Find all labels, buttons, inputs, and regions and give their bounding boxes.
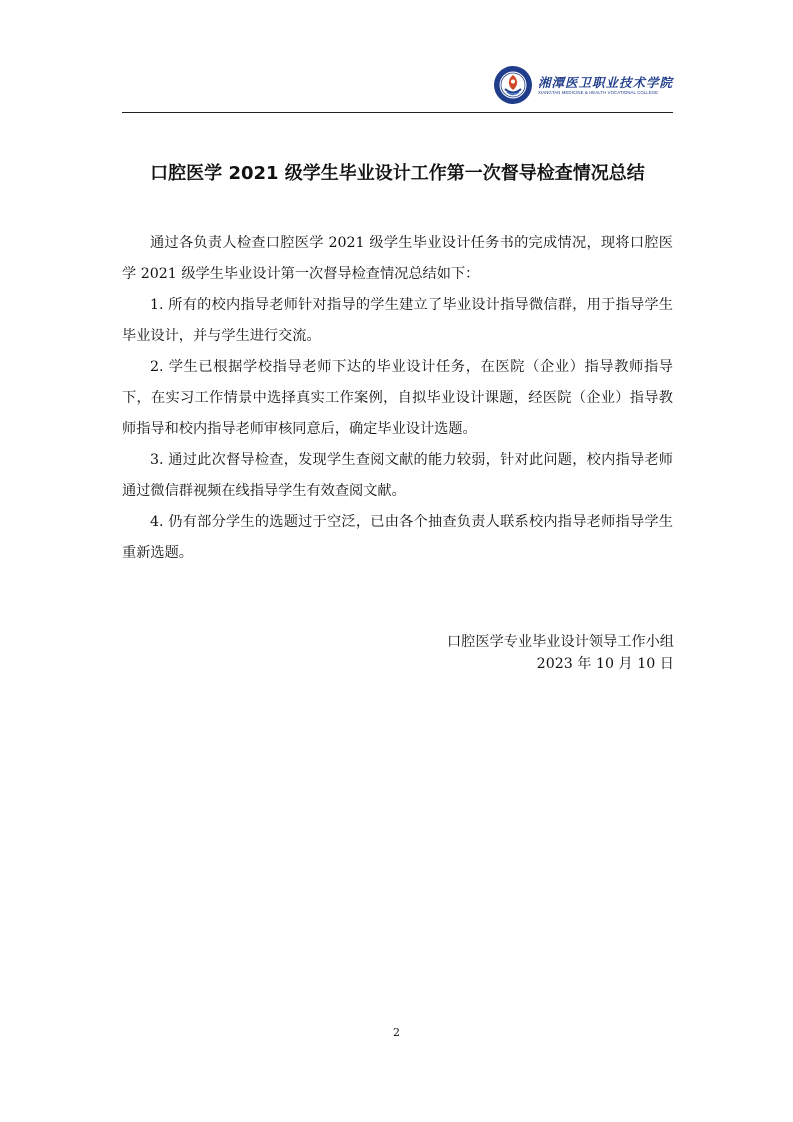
list-item-1: 1. 所有的校内指导老师针对指导的学生建立了毕业设计指导微信群，用于指导学生毕业设计，并与学生进行交流。 <box>122 297 673 344</box>
college-name-en: XIANGTAN MEDICINE & HEALTH VOCATIONAL COLLEGE <box>537 89 659 95</box>
list-item-2: 2. 学生已根据学校指导老师下达的毕业设计任务，在医院（企业）指导教师指导下，在实习工作情景中选择真实工作案例，自拟毕业设计课题，经医院（企业）指导教师指导和校内指导老师审核同意后，确定毕业设计选题。 <box>122 359 673 437</box>
list-item-3: 3. 通过此次督导检查，发现学生查阅文献的能力较弱，针对此问题，校内指导老师通过微信群视频在线指导学生有效查阅文献。 <box>122 452 673 499</box>
header-divider <box>122 112 673 113</box>
document-title: 口腔医学 2021 级学生毕业设计工作第一次督导检查情况总结 <box>150 163 645 184</box>
college-name-cn: 湘潭医卫职业技术学院 <box>537 74 673 90</box>
signature-date: 2023 年 10 月 10 日 <box>536 656 674 672</box>
college-emblem-icon <box>493 65 533 105</box>
college-logo <box>493 64 673 106</box>
signature-organization: 口腔医学专业毕业设计领导工作小组 <box>446 634 674 650</box>
page-header <box>122 60 673 112</box>
page-number: 2 <box>393 1026 400 1039</box>
intro-paragraph: 通过各负责人检查口腔医学 2021 级学生毕业设计任务书的完成情况，现将口腔医学 2021 级学生毕业设计第一次督导检查情况总结如下： <box>122 235 673 282</box>
document-body <box>122 228 673 569</box>
signature-block <box>447 631 674 675</box>
list-item-4: 4. 仍有部分学生的选题过于空泛，已由各个抽查负责人联系校内指导老师指导学生重新选题。 <box>122 514 673 561</box>
